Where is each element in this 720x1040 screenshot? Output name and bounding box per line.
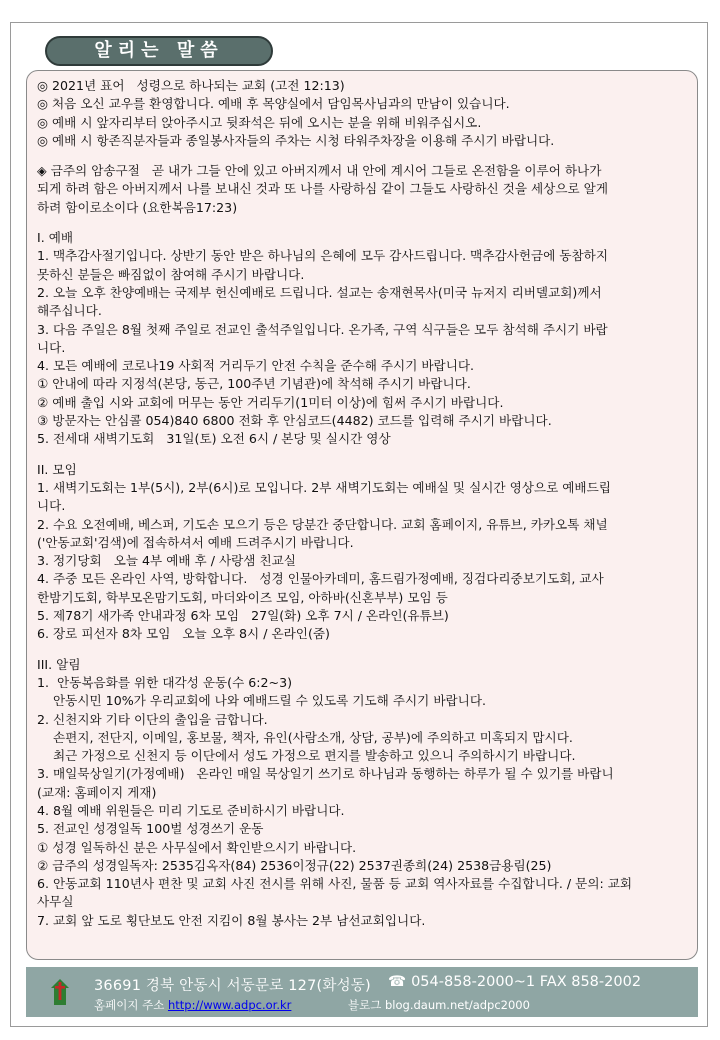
notice-line: 4. 주중 모든 온라인 사역, 방학합니다. 성경 인물아카데미, 홈드림가정예배, 징검다리중보기도회, 교사	[37, 571, 604, 587]
homepage-link[interactable]: http://www.adpc.or.kr	[167, 998, 292, 1012]
notice-line: 5. 전세대 새벽기도회 31일(토) 오전 6시 / 본당 및 실시간 영상	[37, 431, 391, 447]
notice-line: ◎ 예배 시 항존직분자들과 종일봉사자들의 주차는 시청 타워주차장을 이용해 주시기 바랍니다.	[37, 132, 555, 148]
notice-line: II. 모임	[37, 461, 77, 477]
notice-line: ◈ 금주의 암송구절 곧 내가 그들 안에 있고 아버지께서 내 안에 계시어 그들로 온전함을 이루어 하나가	[37, 163, 602, 179]
notice-line: ('안동교회'검색)에 접속하셔서 예배 드려주시기 바랍니다.	[37, 534, 354, 550]
footer-homepage	[94, 997, 291, 1013]
notice-line: (교재: 홈페이지 게재)	[37, 784, 157, 800]
notice-line: 6. 안동교회 110년사 편찬 및 교회 사진 전시를 위해 사진, 물품 등 교회 역사자료를 수집합니다. / 문의: 교회	[37, 876, 633, 892]
notice-line: 하려 함이로소이다 (요한복음17:23)	[37, 199, 238, 215]
notice-line: ◎ 2021년 표어 성령으로 하나되는 교회 (고전 12:13)	[37, 78, 345, 93]
notice-line: 최근 가정으로 신천지 등 이단에서 성도 가정으로 편지를 발송하고 있으니 주의하시기 바랍니다.	[37, 748, 576, 764]
notice-line: 1. 맥추감사절기입니다. 상반기 동안 받은 하나님의 은혜에 모두 감사드립니다. 맥추감사헌금에 동참하지	[37, 248, 609, 264]
notice-line: 3. 정기당회 오늘 4부 예배 후 / 사랑샘 친교실	[37, 553, 296, 569]
spacer	[37, 217, 687, 229]
notice-line: 못하신 분들은 빠짐없이 참여해 주시기 바랍니다.	[37, 266, 305, 282]
notice-line: 2. 오늘 오후 찬양예배는 국제부 헌신예배로 드립니다. 설교는 송재현목사(미국 뉴저지 리버델교회)께서	[37, 284, 602, 300]
notice-line: 1. 안동복음화를 위한 대각성 운동(수 6:2~3)	[37, 674, 293, 690]
notice-line: 손편지, 전단지, 이메일, 홍보물, 책자, 유인(사람소개, 상담, 공부)에 주의하고 미혹되지 맙시다.	[37, 729, 573, 745]
notice-line: 5. 제78기 새가족 안내과정 6차 모임 27일(화) 오후 7시 / 온라인(유튜브)	[37, 608, 449, 624]
notice-line: ② 금주의 성경일독자: 2535김옥자(84) 2536이정규(22) 2537권종희(24) 2538금용림(25)	[37, 857, 552, 873]
notice-line: ① 성경 일독하신 분은 사무실에서 확인받으시기 바랍니다.	[37, 839, 357, 855]
notice-line: I. 예배	[37, 230, 74, 246]
notice-line: 되게 하려 함은 아버지께서 나를 보내신 것과 또 나를 사랑하심 같이 그들도 사랑하신 것을 세상으로 알게	[37, 181, 609, 197]
homepage-label: 홈페이지 주소	[94, 998, 165, 1012]
spacer	[37, 449, 687, 461]
notice-line: ① 안내에 따라 지정석(본당, 동근, 100주년 기념관)에 착석해 주시기 바랍니다.	[37, 376, 471, 392]
notice-box	[26, 70, 698, 960]
notice-line: ◎ 처음 오신 교우를 환영합니다. 예배 후 목양실에서 담임목사님과의 만남이 있습니다.	[37, 96, 510, 112]
notice-line: ② 예배 출입 시와 교회에 머무는 동안 거리두기(1미터 이상)에 힘써 주시기 바랍니다.	[37, 394, 504, 410]
notice-line: 3. 다음 주일은 8월 첫째 주일로 전교인 출석주일입니다. 온가족, 구역 식구들은 모두 참석해 주시기 바랍	[37, 321, 608, 337]
notice-line: 1. 새벽기도회는 1부(5시), 2부(6시)로 모입니다. 2부 새벽기도회는 예배실 및 실시간 영상으로 예배드립	[37, 479, 611, 495]
notice-line: 2. 수요 오전예배, 베스퍼, 기도손 모으기 등은 당분간 중단합니다. 교회 홈페이지, 유튜브, 카카오톡 채널	[37, 516, 608, 532]
footer	[26, 967, 698, 1017]
notice-line: ③ 방문자는 안심콜 054)840 6800 전화 후 안심코드(4482) 코드를 입력해 주시기 바랍니다.	[37, 413, 552, 429]
spacer	[37, 150, 687, 162]
notice-line: 2. 신천지와 기타 이단의 출입을 금합니다.	[37, 711, 268, 727]
notice-line: 사무실	[37, 894, 74, 910]
phone-icon: ☎	[388, 974, 407, 990]
notice-line: 한밤기도회, 학부모온맘기도회, 마더와이즈 모임, 아하바(신혼부부) 모임 등	[37, 589, 448, 605]
footer-address: 36691 경북 안동시 서동문로 127(화성동)	[94, 978, 371, 994]
footer-phone	[388, 974, 641, 990]
notice-line: 7. 교회 앞 도로 횡단보도 안전 지킴이 8월 봉사는 2부 남선교회입니다.	[37, 912, 426, 928]
notice-line: 5. 전교인 성경일독 100벌 성경쓰기 운동	[37, 821, 264, 837]
spacer	[37, 644, 687, 656]
notice-line: 안동시민 10%가 우리교회에 나와 예배드릴 수 있도록 기도해 주시기 바랍니다.	[37, 693, 487, 709]
notice-line: III. 알림	[37, 656, 81, 672]
notice-line: 4. 모든 예배에 코로나19 사회적 거리두기 안전 수칙을 준수해 주시기 바랍니다.	[37, 358, 475, 374]
notice-line: 해주십니다.	[37, 303, 102, 319]
phone-number: 054-858-2000~1 FAX 858-2002	[411, 974, 642, 990]
footer-blog: 블로그 blog.daum.net/adpc2000	[348, 998, 530, 1012]
page-title: 알리는 말씀	[45, 36, 273, 66]
church-logo-icon	[49, 977, 71, 1007]
notice-line: 6. 장로 피선자 8차 모임 오늘 오후 8시 / 온라인(줌)	[37, 626, 330, 642]
notice-line: 3. 매일묵상일기(가정예배) 온라인 매일 묵상일기 쓰기로 하나님과 동행하는 하루가 될 수 있기를 바랍니	[37, 766, 614, 782]
notice-line: 니다.	[37, 339, 66, 355]
notice-line: 4. 8월 예배 위원들은 미리 기도로 준비하시기 바랍니다.	[37, 802, 345, 818]
notice-line: 니다.	[37, 498, 66, 514]
notice-line: ◎ 예배 시 앞자리부터 앉아주시고 뒷좌석은 뒤에 오시는 분을 위해 비워주십시오.	[37, 114, 482, 130]
